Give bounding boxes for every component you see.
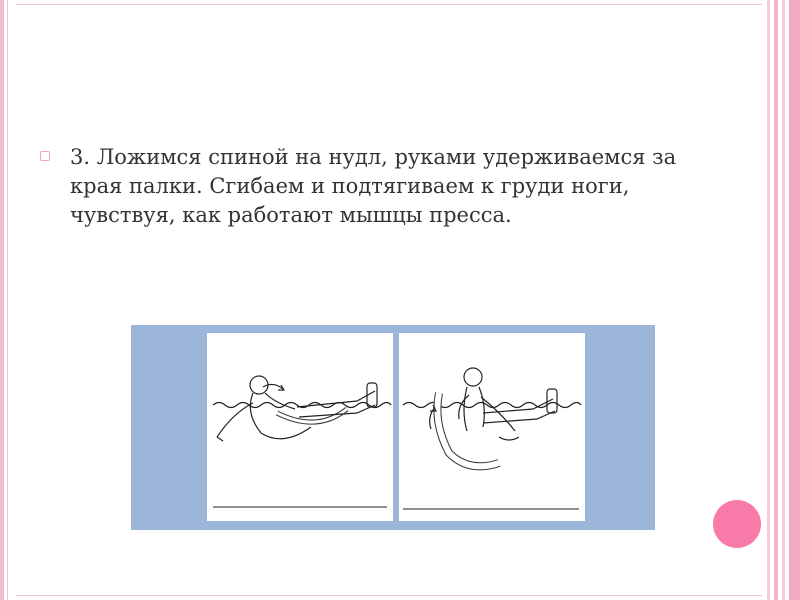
illustration-panel-2 bbox=[399, 333, 585, 521]
bullet-item bbox=[40, 143, 700, 230]
illustration-panel-1 bbox=[207, 333, 393, 521]
right-decorative-border bbox=[762, 0, 800, 600]
decorative-pink-circle bbox=[713, 500, 761, 548]
bullet-marker-icon bbox=[40, 151, 50, 161]
exercise-illustration bbox=[131, 325, 655, 530]
top-border-line bbox=[16, 4, 762, 5]
bottom-border-line bbox=[16, 595, 762, 596]
bullet-text: 3. Ложимся спиной на нудл, руками удерживаемся за края палки. Сгибаем и подтягиваем к груди ноги, чувствуя, как работают мышцы пресса. bbox=[70, 145, 677, 227]
left-decorative-border bbox=[0, 0, 16, 600]
person-legs-pulled-to-chest-drawing bbox=[399, 333, 585, 521]
person-lying-on-noodle-drawing bbox=[207, 333, 393, 521]
